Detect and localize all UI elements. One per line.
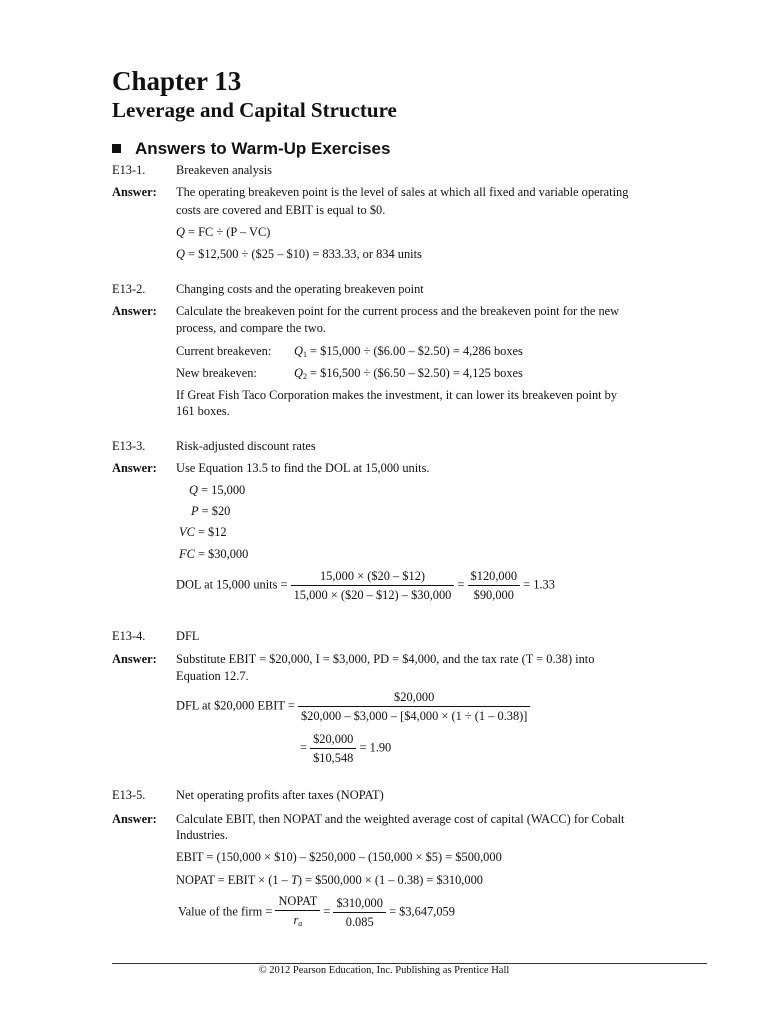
exercise-number: E13-2. [112, 282, 146, 296]
exercise-number: E13-4. [112, 629, 146, 643]
conclusion-line: If Great Fish Taco Corporation makes the investment, it can lower its breakeven point by [176, 388, 618, 402]
chapter-title: Chapter 13 [112, 66, 242, 96]
answer-text-line: costs are covered and EBIT is equal to $0. [176, 203, 386, 217]
exercise-title: Net operating profits after taxes (NOPAT) [176, 788, 384, 802]
answer-text-line: Substitute EBIT = $20,000, I = $3,000, PD = $4,000, and the tax rate (T = 0.38) into [176, 652, 595, 666]
exercise-title: Risk-adjusted discount rates [176, 439, 316, 453]
exercise-number: E13-3. [112, 439, 146, 453]
chapter-subtitle: Leverage and Capital Structure [112, 98, 397, 122]
variable-q: Q = 15,000 [189, 483, 246, 497]
current-breakeven-formula: $Q_1$ = $15,000 ÷ ($6.00 – $2.50) = 4,286 boxes [294, 344, 523, 359]
dfl-equation: DFL at $20,000 EBIT = $\frac{\$20,000}{\$20,000 - \$3,000 - [\$4,000 \times (1 \div (1 - 0.38)]}$ [176, 689, 530, 724]
fraction-numerator: $20,000 [298, 689, 530, 707]
dol-equation: DOL at 15,000 units = $\frac{15,000 \times (\$20 - \$12)}{15,000 \times (\$20 - \$12) - \$30,000}$ = $\frac{\$120,000}{\$90,000}$ = 1.33 [176, 569, 555, 602]
answer-label: Answer: [112, 185, 157, 199]
fraction-numerator: $310,000 [333, 895, 385, 913]
conclusion-line: 161 boxes. [176, 404, 230, 418]
answer-label: Answer: [112, 812, 157, 826]
fraction-denominator: $90,000 [473, 588, 514, 602]
new-breakeven-formula: $Q_2$ = $16,500 ÷ ($6.50 – $2.50) = 4,125 boxes [294, 366, 523, 381]
answer-text-line: Calculate EBIT, then NOPAT and the weighted average cost of capital (WACC) for Cobalt [176, 812, 625, 826]
fraction-denominator: 15,000 × ($20 – $12) – $30,000 [293, 588, 452, 602]
exercise-title: Breakeven analysis [176, 163, 272, 177]
variable-fc: FC = $30,000 [179, 547, 249, 561]
fraction-numerator: $20,000 [310, 731, 356, 749]
square-bullet-icon [112, 144, 121, 153]
exercise-number: E13-1. [112, 163, 146, 177]
exercise-number: E13-5. [112, 788, 146, 802]
fraction-denominator: $10,548 [313, 751, 354, 765]
answer-text-line: Equation 12.7. [176, 669, 249, 683]
current-breakeven-label: Current breakeven: [176, 344, 272, 358]
formula-line: Q = $12,500 ÷ ($25 – $10) = 833.33, or 834 units [176, 247, 422, 261]
fraction-denominator: 0.085 [345, 915, 374, 929]
new-breakeven-label: New breakeven: [176, 366, 257, 380]
answer-label: Answer: [112, 652, 157, 666]
fraction-numerator: $120,000 [468, 568, 520, 586]
exercise-title: Changing costs and the operating breakeven point [176, 282, 424, 296]
section-heading-text: Answers to Warm-Up Exercises [135, 139, 391, 158]
variable-vc: VC = $12 [179, 525, 227, 539]
answer-text-line: Calculate the breakeven point for the current process and the breakeven point for the new [176, 304, 620, 318]
answer-text-line: Industries. [176, 828, 228, 842]
variable-p: P = $20 [191, 504, 231, 518]
answer-text-line: process, and compare the two. [176, 321, 327, 335]
section-heading [112, 139, 390, 159]
answer-text-line: Use Equation 13.5 to find the DOL at 15,000 units. [176, 461, 430, 475]
answer-text-line: The operating breakeven point is the level of sales at which all fixed and variable operating [176, 185, 629, 199]
nopat-line: NOPAT = EBIT × (1 – T) = $500,000 × (1 – 0.38) = $310,000 [176, 873, 483, 887]
footer-copyright: © 2012 Pearson Education, Inc. Publishing as Prentice Hall [258, 965, 510, 976]
exercise-title: DFL [176, 629, 200, 643]
formula-line: Q = FC ÷ (P – VC) [176, 225, 271, 239]
fraction-numerator: 15,000 × ($20 – $12) [291, 568, 455, 586]
fraction-denominator: $r_a$ [293, 913, 303, 928]
firm-value-equation: Value of the firm = $\frac{\text{NOPAT}}{r_a}$ = $\frac{\$310,000}{0.085}$ = $3,647,059 [178, 893, 455, 932]
answer-label: Answer: [112, 461, 157, 475]
ebit-line: EBIT = (150,000 × $10) – $250,000 – (150,000 × $5) = $500,000 [176, 850, 502, 864]
fraction-denominator: $20,000 – $3,000 – [$4,000 × (1 ÷ (1 – 0.38)] [300, 709, 528, 723]
answer-label: Answer: [112, 304, 157, 318]
footer-divider [112, 963, 707, 964]
dfl-result: = $\frac{\$20,000}{\$10,548}$ = 1.90 [300, 732, 392, 765]
fraction-numerator: NOPAT [275, 893, 320, 911]
